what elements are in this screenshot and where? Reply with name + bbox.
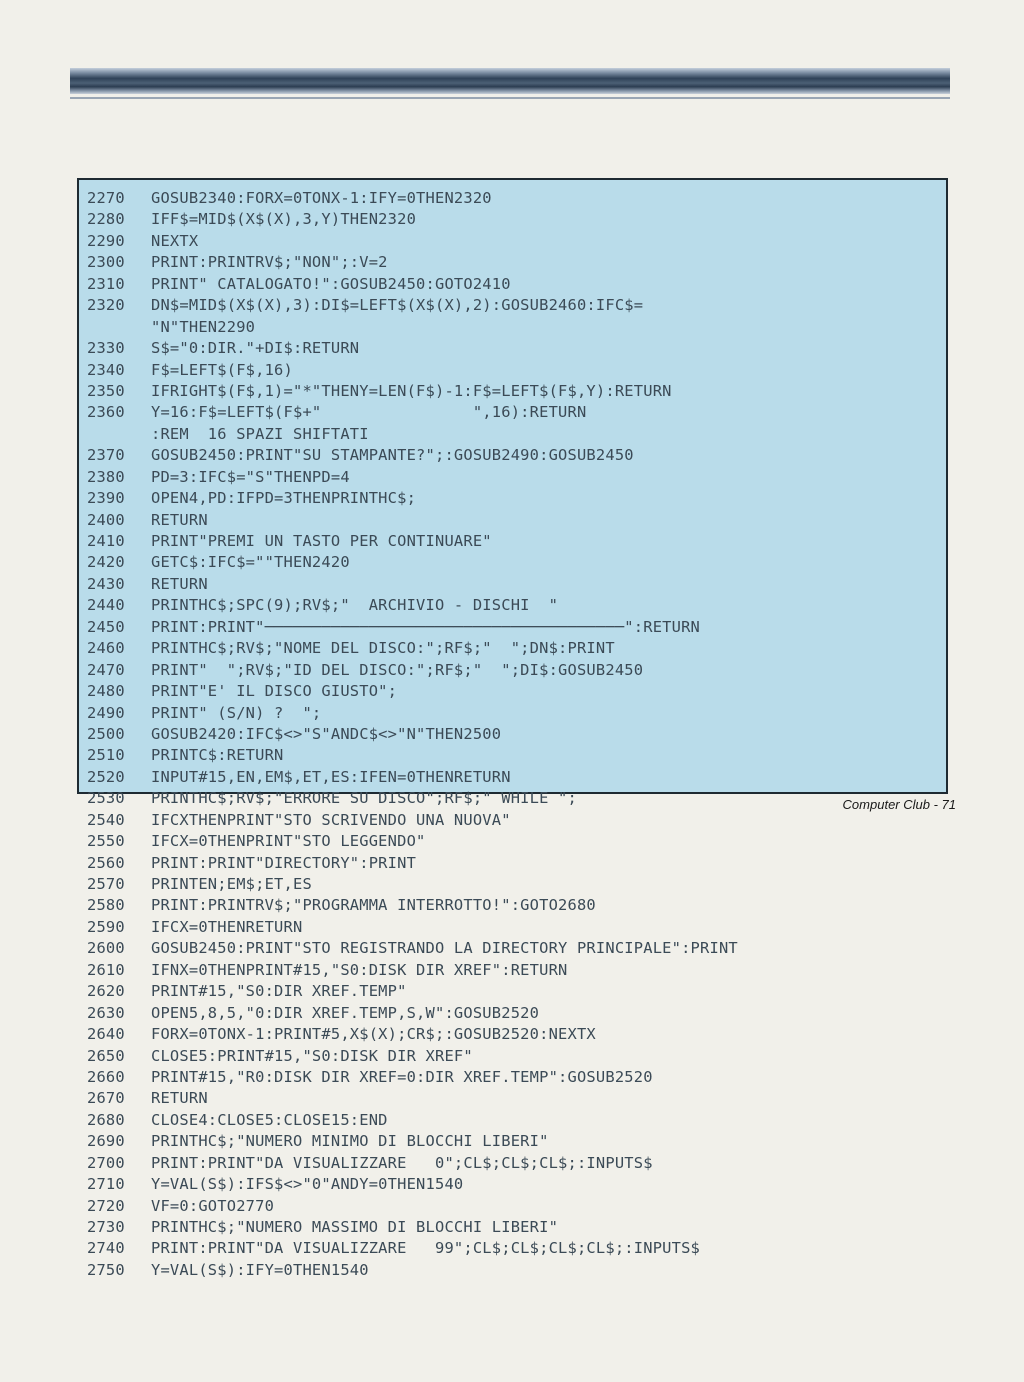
line-code: "N"THEN2290 [151,317,256,336]
code-line [87,703,944,724]
line-number: 2550 [87,832,125,851]
line-number: 2700 [87,1153,125,1172]
line-code: IFNX=0THENPRINT#15,"S0:DISK DIR XREF":RETURN [151,960,568,979]
code-line [87,617,944,638]
line-code: Y=VAL(S$):IFY=0THEN1540 [151,1260,369,1279]
line-number: 2490 [87,703,125,722]
code-line [87,552,944,573]
line-number: 2300 [87,253,125,272]
line-number: 2410 [87,532,125,550]
code-line [87,724,944,745]
line-number: 2640 [87,1025,125,1044]
code-line [87,360,944,381]
line-code: IFF$=MID$(X$(X),3,Y)THEN2320 [151,210,417,229]
code-line [87,1131,944,1152]
code-line [87,317,944,338]
code-line [87,767,944,788]
code-line [87,810,944,831]
code-line [87,531,944,552]
line-code: PRINT"E' IL DISCO GIUSTO"; [151,682,398,701]
line-number: 2710 [87,1175,125,1194]
line-number: 2690 [87,1132,125,1151]
line-number: 2360 [87,403,125,422]
code-line [87,1088,944,1109]
line-code: PRINT" (S/N) ? "; [151,703,322,722]
line-number: 2750 [87,1260,125,1279]
line-number: 2270 [87,189,125,207]
code-line [87,938,944,959]
line-number: 2380 [87,467,125,486]
code-line [87,960,944,981]
line-number: 2480 [87,682,125,701]
line-number: 2500 [87,724,125,743]
line-code: DN$=MID$(X$(X),3):DI$=LEFT$(X$(X),2):GOSUB2460:IFC$= [151,296,644,315]
line-code: PRINT"PREMI UN TASTO PER CONTINUARE" [151,532,492,550]
code-line [87,338,944,359]
code-line [87,981,944,1002]
line-number: 2540 [87,810,125,829]
line-number: 2730 [87,1218,125,1236]
code-line [87,874,944,895]
code-line [87,467,944,488]
line-code: NEXTX [151,231,199,250]
line-number: 2330 [87,339,125,358]
line-number: 2560 [87,853,125,872]
line-number: 2590 [87,917,125,936]
line-code: RETURN [151,510,208,529]
line-code: PRINTHC$;SPC(9);RV$;" ARCHIVIO - DISCHI " [151,596,559,615]
line-code: FORX=0TONX-1:PRINT#5,X$(X);CR$;:GOSUB2520:NEXTX [151,1025,596,1044]
code-line [87,274,944,295]
line-number: 2400 [87,510,125,529]
code-line [87,660,944,681]
code-listing [87,188,944,1281]
line-number: 2340 [87,360,125,379]
line-code: GOSUB2450:PRINT"STO REGISTRANDO LA DIRECTORY PRINCIPALE":PRINT [151,939,738,958]
line-number: 2460 [87,639,125,658]
code-line [87,895,944,916]
line-code: PRINTEN;EM$;ET,ES [151,875,312,893]
code-line [87,1003,944,1024]
line-number: 2740 [87,1239,125,1258]
line-code: CLOSE5:PRINT#15,"S0:DISK DIR XREF" [151,1046,473,1065]
line-code: OPEN5,8,5,"0:DIR XREF.TEMP,S,W":GOSUB2520 [151,1003,540,1022]
line-code: PRINTHC$;RV$;"ERRORE SU DISCO";RF$;" WHILE "; [151,789,577,808]
code-line [87,252,944,273]
code-line [87,745,944,766]
line-number: 2570 [87,875,125,893]
line-number: 2660 [87,1067,125,1086]
code-line [87,831,944,852]
line-number: 2610 [87,960,125,979]
code-line [87,424,944,445]
line-code: Y=16:F$=LEFT$(F$+" ",16):RETURN [151,403,587,422]
line-number: 2580 [87,896,125,915]
line-number: 2510 [87,746,125,765]
line-number: 2600 [87,939,125,958]
code-line [87,295,944,316]
line-code: RETURN [151,1089,208,1108]
line-code: PRINT:PRINT"DA VISUALIZZARE 99";CL$;CL$;CL$;CL$;:INPUTS$ [151,1239,701,1258]
code-line [87,788,944,809]
line-number: 2720 [87,1196,125,1215]
code-line [87,1260,944,1281]
line-number: 2630 [87,1003,125,1022]
code-line [87,853,944,874]
line-number: 2450 [87,617,125,636]
line-number: 2370 [87,446,125,465]
line-code: PRINT:PRINT"DA VISUALIZZARE 0";CL$;CL$;CL$;:INPUTS$ [151,1153,653,1172]
line-number: 2530 [87,789,125,808]
line-code: IFRIGHT$(F$,1)="*"THENY=LEN(F$)-1:F$=LEFT$(F$,Y):RETURN [151,381,672,400]
line-number: 2430 [87,574,125,593]
line-code: INPUT#15,EN,EM$,ET,ES:IFEN=0THENRETURN [151,767,511,786]
line-number: 2670 [87,1089,125,1108]
line-code: PRINTHC$;"NUMERO MASSIMO DI BLOCCHI LIBERI" [151,1218,559,1236]
line-code: GETC$:IFC$=""THEN2420 [151,553,350,572]
line-code: PRINT" CATALOGATO!":GOSUB2450:GOTO2410 [151,274,511,293]
line-code: PRINT:PRINT"DIRECTORY":PRINT [151,853,417,872]
line-code: CLOSE4:CLOSE5:CLOSE15:END [151,1110,388,1129]
code-line [87,1067,944,1088]
code-line [87,488,944,509]
code-line [87,231,944,252]
line-code: PRINTHC$;RV$;"NOME DEL DISCO:";RF$;" ";DN$:PRINT [151,639,615,658]
code-line [87,402,944,423]
line-code: IFCXTHENPRINT"STO SCRIVENDO UNA NUOVA" [151,810,511,829]
line-code: GOSUB2420:IFC$<>"S"ANDC$<>"N"THEN2500 [151,724,502,743]
line-number: 2680 [87,1110,125,1129]
code-line [87,1024,944,1045]
line-number: 2520 [87,767,125,786]
page-footer: Computer Club - 71 [842,797,956,812]
line-number: 2650 [87,1046,125,1065]
line-code: PRINT#15,"S0:DIR XREF.TEMP" [151,982,407,1001]
line-code: PD=3:IFC$="S"THENPD=4 [151,467,350,486]
line-number [87,424,151,445]
code-line [87,1153,944,1174]
code-line [87,638,944,659]
code-line [87,1217,944,1238]
line-code: IFCX=0THENPRINT"STO LEGGENDO" [151,832,426,851]
code-line [87,1174,944,1195]
line-code: Y=VAL(S$):IFS$<>"0"ANDY=0THEN1540 [151,1175,464,1194]
code-line [87,681,944,702]
code-line [87,209,944,230]
line-code: F$=LEFT$(F$,16) [151,360,293,379]
line-code: PRINT:PRINTRV$;"PROGRAMMA INTERROTTO!":GOTO2680 [151,896,596,915]
line-code: IFCX=0THENRETURN [151,917,303,936]
line-code: RETURN [151,574,208,593]
code-line [87,1238,944,1259]
code-line [87,574,944,595]
line-number: 2470 [87,660,125,679]
code-line [87,510,944,531]
line-number [87,317,151,338]
code-line [87,1196,944,1217]
line-code: GOSUB2450:PRINT"SU STAMPANTE?";:GOSUB2490:GOSUB2450 [151,446,634,465]
line-number: 2290 [87,231,125,250]
code-line [87,1110,944,1131]
line-number: 2440 [87,596,125,615]
line-code: PRINT" ";RV$;"ID DEL DISCO:";RF$;" ";DI$:GOSUB2450 [151,660,644,679]
code-line [87,595,944,616]
line-code: VF=0:GOTO2770 [151,1196,275,1215]
line-number: 2350 [87,381,125,400]
code-line [87,381,944,402]
line-code: PRINTC$:RETURN [151,746,284,765]
line-number: 2620 [87,982,125,1001]
line-number: 2310 [87,274,125,293]
line-number: 2280 [87,210,125,229]
line-number: 2390 [87,489,125,508]
code-line [87,917,944,938]
line-code: S$="0:DIR."+DI$:RETURN [151,339,360,358]
line-code: PRINT#15,"R0:DISK DIR XREF=0:DIR XREF.TEMP":GOSUB2520 [151,1067,653,1086]
line-code: PRINTHC$;"NUMERO MINIMO DI BLOCCHI LIBERI" [151,1132,549,1151]
line-code: GOSUB2340:FORX=0TONX-1:IFY=0THEN2320 [151,189,492,207]
code-line [87,445,944,466]
line-number: 2420 [87,553,125,572]
code-line [87,188,944,209]
line-code: :REM 16 SPAZI SHIFTATI [151,424,369,443]
code-line [87,1046,944,1067]
header-bar [70,68,950,94]
line-code: PRINT:PRINT"──────────────────────────────────────":RETURN [151,617,701,636]
line-code: OPEN4,PD:IFPD=3THENPRINTHC$; [151,489,417,508]
line-code: PRINT:PRINTRV$;"NON";:V=2 [151,253,388,272]
line-number: 2320 [87,296,125,315]
